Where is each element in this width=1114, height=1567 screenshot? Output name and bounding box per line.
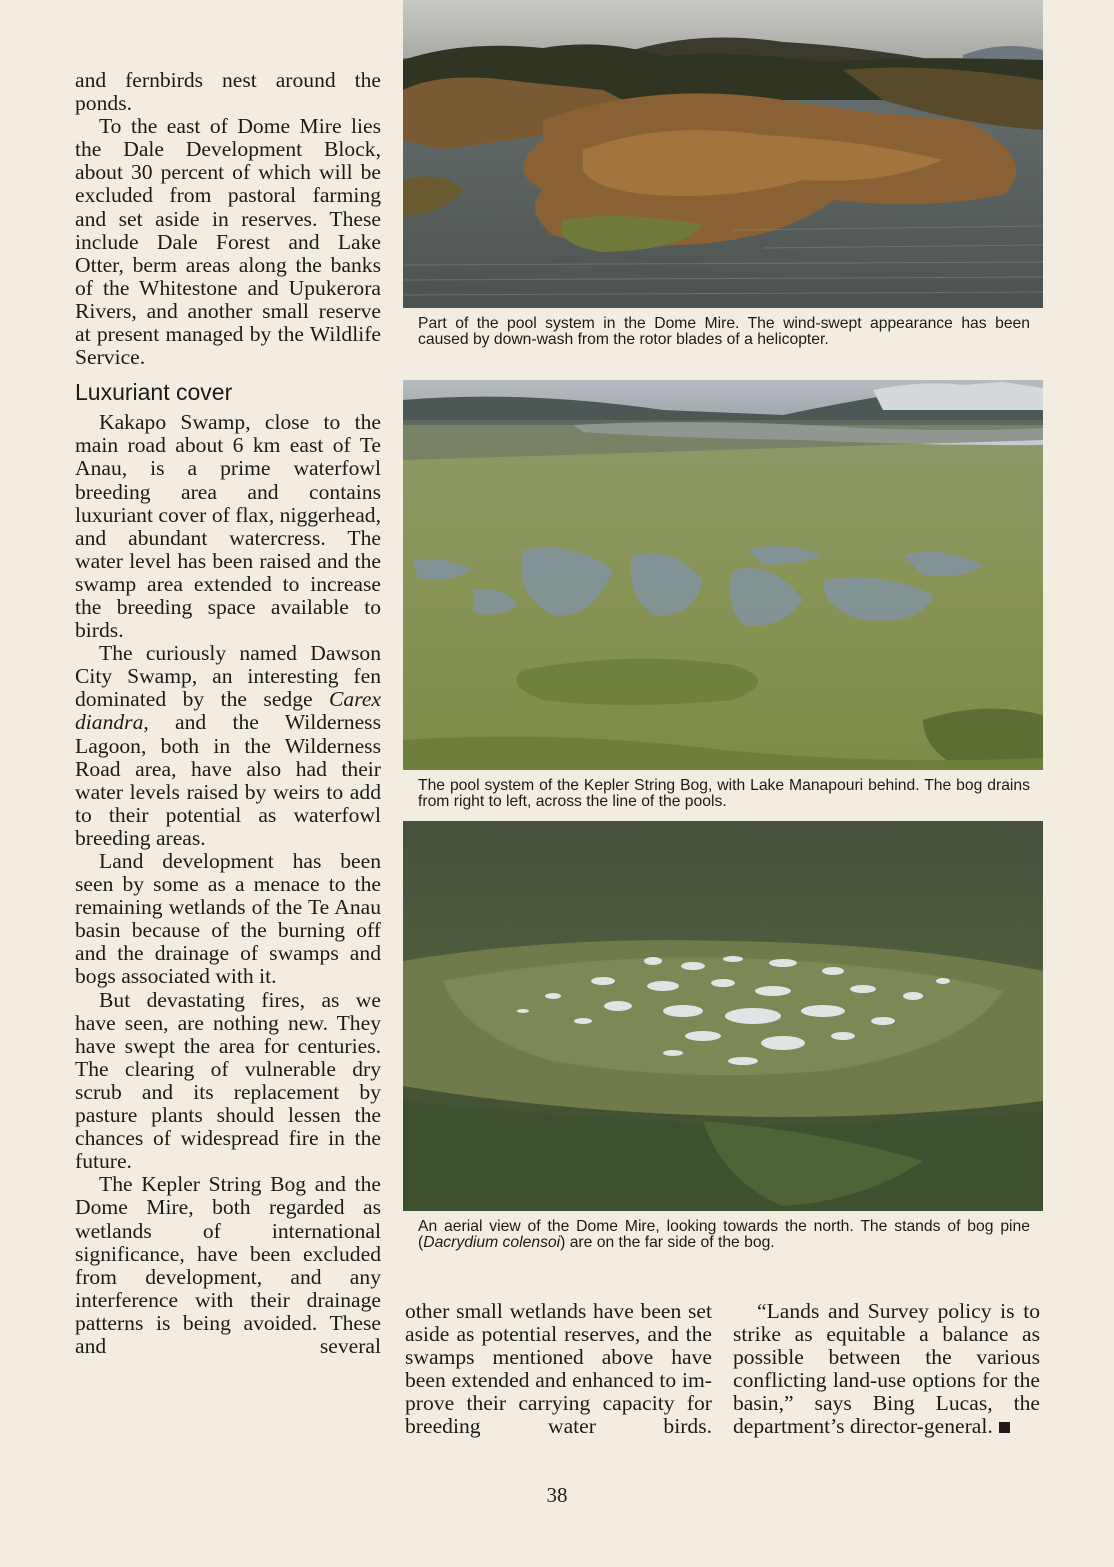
species-name: Carex diandra bbox=[75, 687, 381, 735]
paragraph: Kakapo Swamp, close to the main road about 6 km east of Te Anau, is a prime waterfowl breeding area and contains luxuriant cover of flax, niggerhead, and abundant watercress. The water level has been raised and the swamp area extended to increase the breeding space available to birds. bbox=[75, 410, 381, 643]
paragraph bbox=[75, 642, 381, 850]
photo-caption: Part of the pool system in the Dome Mire. The wind-swept appearance has been caused by down-wash from the rotor blades of a helicopter. bbox=[418, 315, 1030, 348]
paragraph bbox=[733, 1300, 1040, 1439]
end-mark-icon bbox=[999, 1422, 1010, 1433]
subheading: Luxuriant cover bbox=[75, 379, 233, 406]
paragraph: and fernbirds nest around the ponds. bbox=[75, 68, 381, 116]
paragraph: But devastating fires, as we have seen, are nothing new. They have swept the area for centuries. The clearing of vulnerable dry scrub and its replacement by pasture plants should lessen the chances of widespread fire in the future. bbox=[75, 987, 381, 1174]
middle-column bbox=[405, 1300, 712, 1439]
text-run: An aerial view of the Dome Mire, looking towards the north. The stands of bog pine ( bbox=[418, 1218, 1030, 1251]
photo-dome-mire-pools bbox=[403, 0, 1043, 308]
paragraph: Land development has been seen by some as a menace to the remaining wetlands of the Te Anau basin because of the burning off and the drainage of swamps and bogs associated with it. bbox=[75, 849, 381, 989]
paragraph: other small wetlands have been set aside as potential reserves, and the swamps mentioned above have been extended and enhanced to improve their carrying capacity for breeding water birds. bbox=[405, 1299, 712, 1439]
text-run: “Lands and Survey policy is to strike as equitable a balance as possible between the various conflicting land-use options for the basin,” says Bing Lucas, the department’s director-general. bbox=[733, 1299, 1040, 1439]
text-run: ) are on the far side of the bog. bbox=[560, 1234, 775, 1251]
photo-caption bbox=[418, 1219, 1030, 1251]
text-run: , and the Wilderness Lagoon, both in the Wilderness Road area, have also had their water levels raised by weirs to add to their potential as waterfowl breeding areas. bbox=[75, 710, 381, 850]
page-number: 38 bbox=[546, 1483, 568, 1507]
species-name: Dacrydium colensoi bbox=[423, 1234, 561, 1251]
right-column bbox=[733, 1300, 1040, 1439]
paragraph: To the east of Dome Mire lies the Dale Development Block, about 30 percent of which will be excluded from pastoral farming and set aside in reserves. These include Dale Forest and Lake Otter, berm areas along the banks of the Whitestone and Upukerora Rivers, and another small reserve at present managed by the Wildlife Service. bbox=[75, 114, 381, 370]
left-column bbox=[75, 69, 381, 1358]
text-run: The curiously named Dawson City Swamp, an interesting fen dominated by the sedge bbox=[75, 641, 381, 712]
paragraph: The Kepler String Bog and the Dome Mire, both regarded as wetlands of international significance, have been excluded from development, and any interference with their drainage patterns is being avoided. These and several bbox=[75, 1172, 381, 1358]
photo-dome-mire-aerial bbox=[403, 821, 1043, 1211]
photo-kepler-string-bog bbox=[403, 380, 1043, 770]
photo-caption: The pool system of the Kepler String Bog, with Lake Manapouri behind. The bog drains from right to left, across the line of the pools. bbox=[418, 777, 1030, 810]
